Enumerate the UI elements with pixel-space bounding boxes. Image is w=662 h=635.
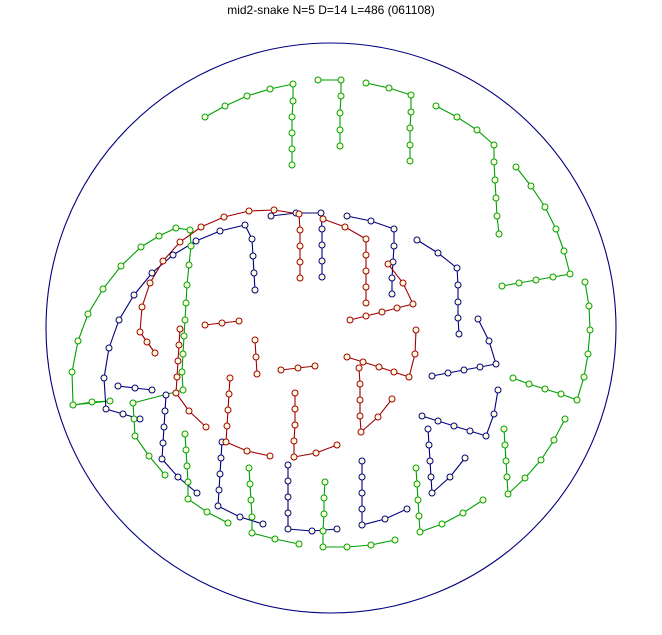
middle-blue-path-segments [118,245,464,497]
snake-packing-plot [0,20,662,635]
boundary-circle [46,43,616,613]
inner-red-path-segments [178,246,382,425]
outer-green-path [72,80,590,547]
outer-green-path-segments [133,113,545,514]
node-markers [69,77,593,550]
inner-red-path [140,210,416,457]
page-title: mid2-snake N=5 D=14 L=486 (061108) [227,3,435,17]
plot-area [0,20,662,635]
